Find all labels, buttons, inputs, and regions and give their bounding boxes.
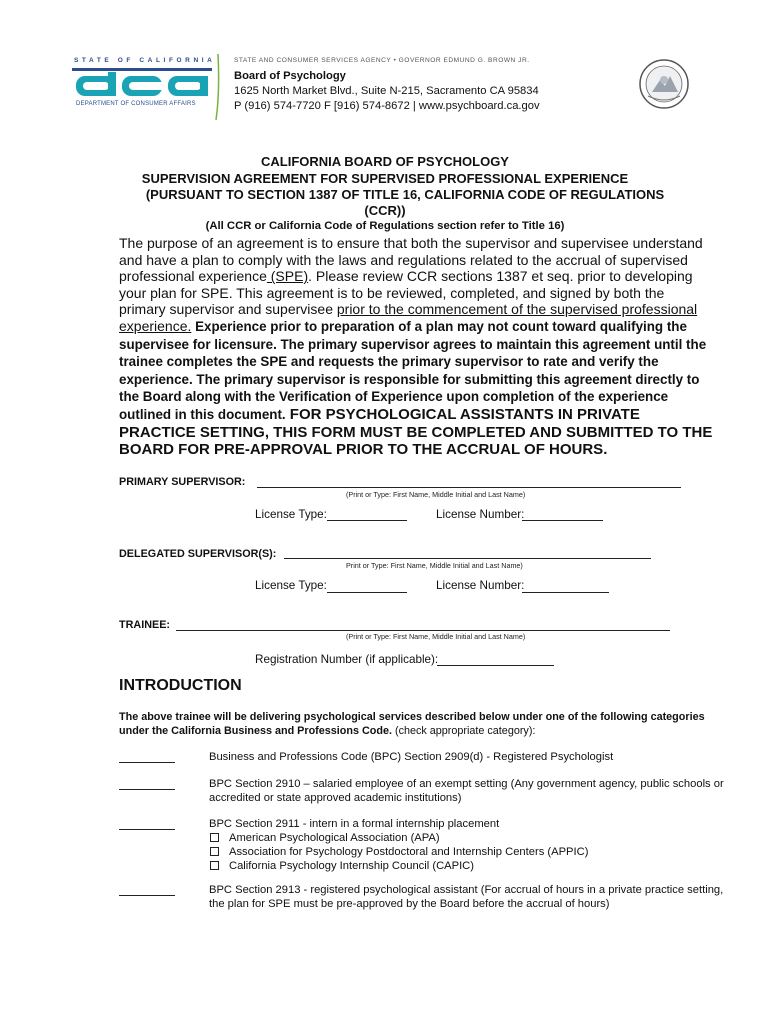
delegated-supervisor-field[interactable]	[284, 558, 651, 559]
primary-supervisor-label: PRIMARY SUPERVISOR:	[119, 476, 246, 488]
category-text-1: Business and Professions Code (BPC) Section 2909(d) - Registered Psychologist	[209, 751, 614, 763]
category-3-option-appic[interactable]	[210, 845, 729, 859]
purpose-bold-caps: FOR PSYCHOLOGICAL ASSISTANTS IN PRIVATE PRACTICE SETTING, THIS FORM MUST BE COMPLETED AND SUBMITTED TO THE BOARD FOR PRE-APPROVAL PRIOR TO THE ACCRUAL OF HOURS.	[119, 405, 713, 459]
state-seal-icon	[638, 58, 690, 115]
primary-license-type-label: License Type:	[255, 508, 327, 521]
purpose-paragraph	[119, 235, 714, 459]
introduction-normal-text: (check appropriate category):	[391, 725, 536, 737]
title-line-2: SUPERVISION AGREEMENT FOR SUPERVISED PROFESSIONAL EXPERIENCE	[141, 171, 629, 186]
title-line-3: (PURSUANT TO SECTION 1387 OF TITLE 16, CALIFORNIA CODE OF REGULATIONS	[145, 187, 665, 202]
trainee-field[interactable]	[176, 630, 670, 631]
option-label: American Psychological Association (APA)	[229, 832, 440, 844]
category-text-2: BPC Section 2910 – salaried employee of an exempt setting (Any government agency, public schools or accredited or state approved academic institutions)	[209, 778, 724, 804]
trainee-hint: (Print or Type: First Name, Middle Initial and Last Name)	[346, 632, 526, 641]
category-text-4: BPC Section 2913 - registered psychological assistant (For accrual of hours in a private practice setting, the plan for SPE must be pre-approved by the Board before the accrual of hours)	[209, 884, 724, 910]
checkbox-icon[interactable]	[210, 833, 219, 842]
purpose-text-1: The purpose of an agreement is to ensure that both the supervisor and supervisee understand and have a plan to comply with the laws and regulations related to the accrual of supervised professional experience	[119, 235, 703, 285]
registration-number-field[interactable]	[437, 665, 554, 666]
primary-license-number-field[interactable]	[522, 520, 603, 521]
checkbox-icon[interactable]	[210, 861, 219, 870]
delegated-supervisor-hint: Print or Type: First Name, Middle Initial and Last Name)	[346, 561, 523, 570]
introduction-paragraph	[119, 710, 719, 738]
board-name: Board of Psychology	[234, 70, 346, 82]
category-checkline-2[interactable]	[119, 789, 175, 790]
dca-logo-icon	[72, 66, 212, 105]
delegated-supervisor-label: DELEGATED SUPERVISOR(S):	[119, 548, 277, 560]
delegated-license-number-label: License Number:	[436, 579, 525, 592]
option-label: Association for Psychology Postdoctoral and Internship Centers (APPIC)	[229, 846, 589, 858]
board-address: 1625 North Market Blvd., Suite N-215, Sacramento CA 95834	[234, 85, 539, 97]
primary-supervisor-hint: (Print or Type: First Name, Middle Initial and Last Name)	[346, 490, 526, 499]
trainee-label: TRAINEE:	[119, 619, 170, 631]
purpose-underlined: prior to the commencement of the supervised professional experience.	[119, 301, 698, 334]
primary-license-type-field[interactable]	[327, 520, 407, 521]
registration-number-label: Registration Number (if applicable):	[255, 653, 439, 666]
delegated-license-type-label: License Type:	[255, 579, 327, 592]
delegated-license-number-field[interactable]	[522, 592, 609, 593]
agency-line: STATE AND CONSUMER SERVICES AGENCY • GOVERNOR EDMUND G. BROWN JR.	[234, 57, 530, 64]
option-label: California Psychology Internship Council (CAPIC)	[229, 860, 474, 872]
primary-supervisor-field[interactable]	[257, 487, 681, 488]
logo-department-text: DEPARTMENT OF CONSUMER AFFAIRS	[76, 101, 196, 107]
category-checkline-1[interactable]	[119, 762, 175, 763]
category-text-3	[209, 817, 729, 873]
board-contact: P (916) 574-7720 F [916) 574-8672 | www.psychboard.ca.gov	[234, 100, 540, 112]
delegated-license-type-field[interactable]	[327, 592, 407, 593]
checkbox-icon[interactable]	[210, 847, 219, 856]
title-note: (All CCR or California Code of Regulations section refer to Title 16)	[205, 220, 565, 232]
logo-state-text: STATE OF CALIFORNIA	[74, 57, 216, 64]
purpose-spe: (SPE)	[266, 268, 309, 285]
introduction-bold-text: The above trainee will be delivering psychological services described below under one of the following categories under the California Business and Professions Code.	[119, 711, 705, 737]
category-checkline-4[interactable]	[119, 895, 175, 896]
category-checkline-3[interactable]	[119, 829, 175, 830]
category-3-option-capic[interactable]	[210, 859, 729, 873]
category-3-option-apa[interactable]	[210, 831, 729, 845]
purpose-text-2: . Please review CCR sections 1387 et seq. prior to developing your plan for SPE. This agreement is to be reviewed, completed, and signed by both the primary supervisor and supervisee	[119, 268, 693, 318]
header-divider	[214, 54, 222, 125]
purpose-bold: Experience prior to preparation of a plan may not count toward qualifying the supervisee for licensure. The primary supervisor agrees to maintain this agreement until the trainee completes the SPE and requests the primary supervisor to rate and verify the experience. The primary supervisor is responsible for submitting this agreement directly to the Board along with the Verification of Experience upon completion of the experience outlined in this document.	[119, 318, 707, 422]
introduction-heading: INTRODUCTION	[119, 677, 242, 694]
title-line-4: (CCR))	[364, 203, 406, 218]
title-line-1: CALIFORNIA BOARD OF PSYCHOLOGY	[261, 154, 509, 169]
category-3-title: BPC Section 2911 - intern in a formal internship placement	[209, 818, 500, 830]
primary-license-number-label: License Number:	[436, 508, 525, 521]
